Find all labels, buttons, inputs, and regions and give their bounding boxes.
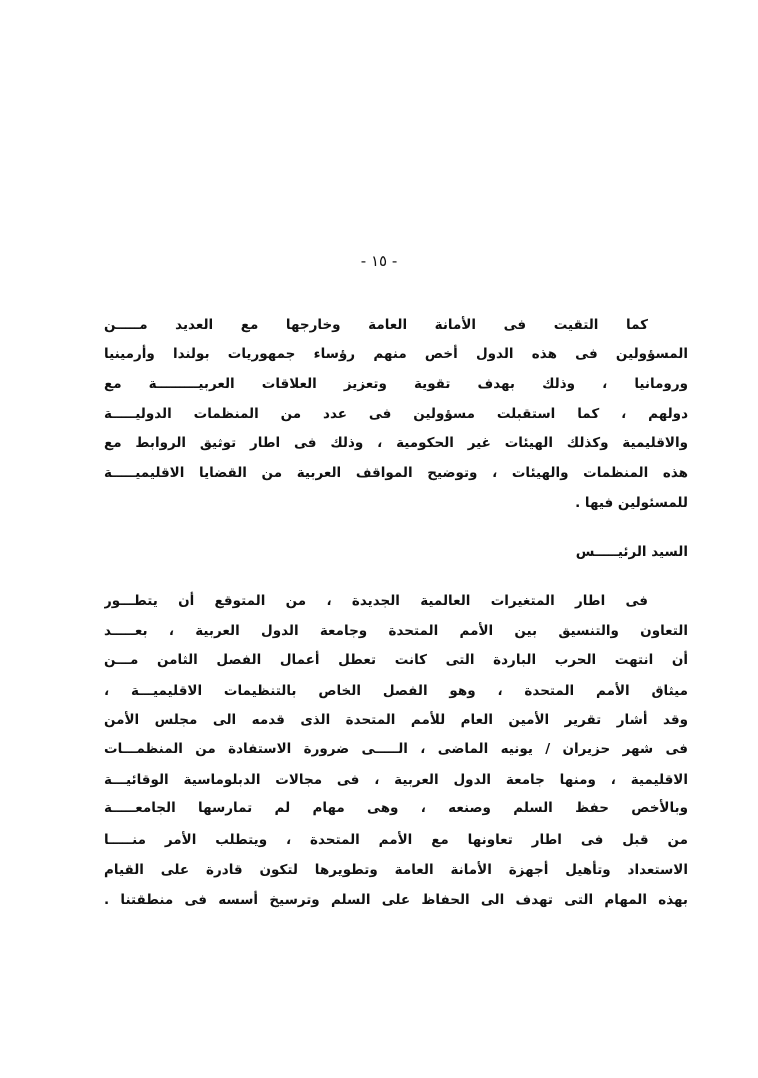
section-heading: السيد الرئيـــــس [575, 544, 688, 560]
paragraph2-line: من قبل فى اطار تعاونها مع الأمم المتحدة ، ويتطلب الأمر منـــــا [104, 832, 688, 848]
paragraph2-line: وبالأخص حفظ السلم وصنعه ، وهى مهام لم تمارسها الجامعـــــة [104, 800, 688, 816]
paragraph1-line: والاقليمية وكذلك الهيئات غير الحكومية ، وذلك فى اطار توثيق الروابط مع [104, 435, 688, 451]
page-number: - ١٥ - [360, 252, 398, 270]
paragraph2-line: فى شهر حزيران / يونيه الماضى ، الـــــى ضرورة الاستفادة من المنظمـــات [104, 741, 688, 757]
paragraph2-line: الاستعداد وتأهيل أجهزة الأمانة العامة وتطويرها لتكون قادرة على القيام [104, 862, 688, 878]
paragraph2-line: بهذه المهام التى تهدف الى الحفاظ على السلم وترسيخ أسسه فى منطقتنا . [104, 892, 688, 908]
paragraph2-line: الاقليمية ، ومنها جامعة الدول العربية ، فى مجالات الدبلوماسية الوقائيـــة [104, 772, 688, 788]
paragraph1-line: المسؤولين فى هذه الدول أخص منهم رؤساء جمهوريات بولندا وأرمينيا [104, 346, 688, 362]
paragraph1-line: للمسئولين فيها . [575, 495, 688, 511]
paragraph2-line: ميثاق الأمم المتحدة ، وهو الفصل الخاص بالتنظيمات الاقليميـــة ، [104, 683, 688, 699]
paragraph2-line: وقد أشار تقرير الأمين العام للأمم المتحدة الذى قدمه الى مجلس الأمن [104, 712, 688, 728]
paragraph1-line: ورومانيا ، وذلك بهدف تقوية وتعزيز العلاقات العربيـــــــــة مع [104, 376, 688, 392]
paragraph1-line: هذه المنظمات والهيئات ، وتوضيح المواقف العربية من القضايا الاقليميـــــة [104, 465, 688, 481]
paragraph2-line: فى اطار المتغيرات العالمية الجديدة ، من المتوقع أن يتطـــور [104, 593, 648, 609]
paragraph2-line: التعاون والتنسيق بين الأمم المتحدة وجامعة الدول العربية ، بعـــــد [104, 623, 688, 639]
paragraph1-line: دولهم ، كما استقبلت مسؤولين فى عدد من المنظمات الدوليـــــة [104, 406, 688, 422]
paragraph2-line: أن انتهت الحرب الباردة التى كانت تعطل أعمال الفصل الثامن مـــن [104, 652, 688, 668]
paragraph1-line: كما التقيت فى الأمانة العامة وخارجها مع العديد مـــــن [104, 317, 648, 333]
